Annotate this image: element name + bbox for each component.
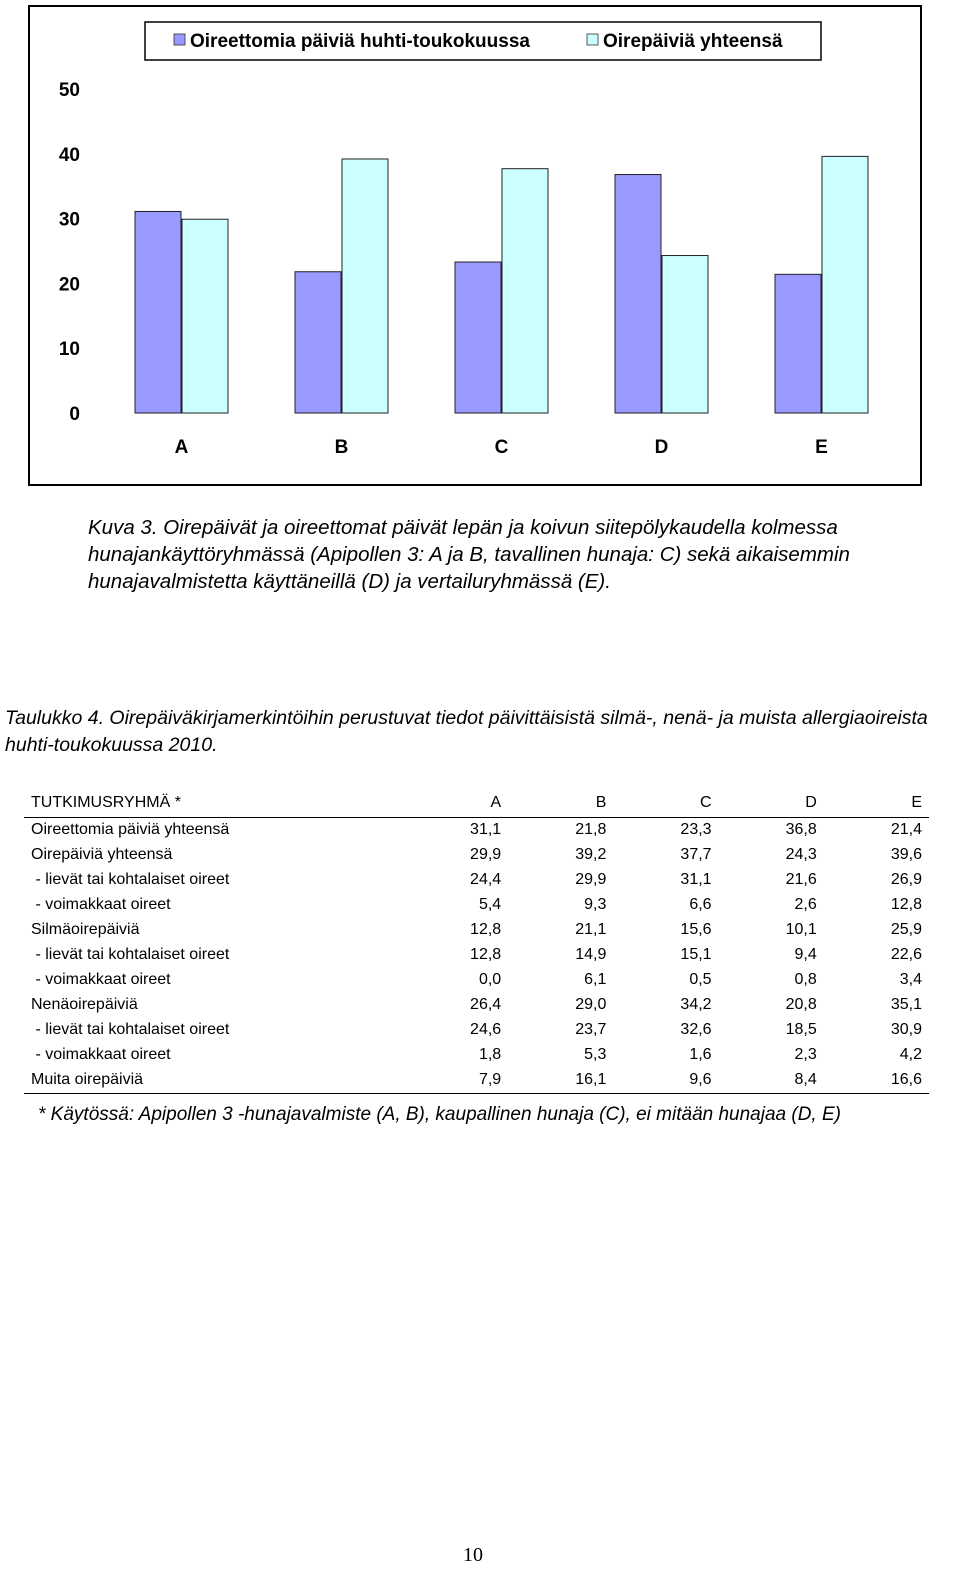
table-cell: 9,4 xyxy=(794,946,817,963)
x-tick-label: D xyxy=(654,437,669,458)
row-label: - voimakkaat oireet xyxy=(31,1046,171,1063)
header-cell: B xyxy=(508,790,613,817)
table-row xyxy=(24,868,929,893)
y-tick-label: 40 xyxy=(58,144,80,166)
table-cell: 29,9 xyxy=(575,871,607,888)
table-cell: 23,3 xyxy=(680,821,712,838)
table-cell: 14,9 xyxy=(575,946,607,963)
table-cell: 39,6 xyxy=(890,846,922,863)
table-cell: 37,7 xyxy=(680,846,712,863)
table-cell: 21,6 xyxy=(785,871,817,888)
table-cell: 30,9 xyxy=(890,1021,922,1038)
table-cell: 12,8 xyxy=(890,896,922,913)
table-cell: 20,8 xyxy=(785,996,817,1013)
table-cell: 36,8 xyxy=(785,821,817,838)
bar-series-2-C xyxy=(502,169,548,413)
legend-swatch-series-1 xyxy=(174,34,185,45)
bar-chart xyxy=(28,5,922,486)
table-cell: 29,0 xyxy=(575,996,607,1013)
table-cell: 10,1 xyxy=(785,921,817,938)
table-footnote: * Käytössä: Apipollen 3 -hunajavalmiste (A, B), kaupallinen hunaja (C), ei mitään hunajaa (D, E) xyxy=(38,1104,841,1125)
table-cell: 24,4 xyxy=(470,871,502,888)
bar-series-2-A xyxy=(182,219,228,413)
table-header-row xyxy=(24,790,929,817)
bar-series-1-D xyxy=(615,175,661,413)
table-cell: 31,1 xyxy=(470,821,502,838)
legend-swatch-series-2 xyxy=(587,34,598,45)
table-cell: 2,6 xyxy=(794,896,817,913)
table-cell: 0,5 xyxy=(689,971,712,988)
table-cell: 24,6 xyxy=(470,1021,502,1038)
chart-canvas xyxy=(30,7,920,484)
y-tick-label: 0 xyxy=(69,404,80,425)
row-label: - lievät tai kohtalaiset oireet xyxy=(31,946,230,963)
row-label: Muita oirepäiviä xyxy=(24,1068,403,1094)
table-row xyxy=(24,1068,929,1094)
legend-label-series-2: Oirepäiviä yhteensä xyxy=(603,31,783,52)
table-row xyxy=(24,943,929,968)
table-cell: 9,3 xyxy=(584,896,607,913)
bar-series-2-D xyxy=(662,256,708,413)
table-cell: 15,6 xyxy=(680,921,712,938)
table-cell: 31,1 xyxy=(680,871,712,888)
header-cell: TUTKIMUSRYHMÄ * xyxy=(24,790,403,817)
table-cell: 5,4 xyxy=(478,896,502,913)
row-label: Oireettomia päiviä yhteensä xyxy=(31,821,230,838)
table-cell: 39,2 xyxy=(575,846,607,863)
table-row xyxy=(24,893,929,918)
table-cell: 22,6 xyxy=(890,946,922,963)
row-label: - voimakkaat oireet xyxy=(31,896,171,913)
table-cell: 26,4 xyxy=(470,996,502,1013)
table-cell: 5,3 xyxy=(584,1046,607,1063)
table-row xyxy=(24,843,929,868)
table-title: Taulukko 4. Oirepäiväkirjamerkintöihin perustuvat tiedot päivittäisistä silmä-, nenä- ja muista allergiaoireista huhti-toukokuussa 2010. xyxy=(5,707,928,756)
table-row xyxy=(24,1018,929,1043)
table-cell: 18,5 xyxy=(785,1021,817,1038)
table-row xyxy=(24,968,929,993)
legend-label-series-1: Oireettomia päiviä huhti-toukokuussa xyxy=(190,31,530,52)
table-cell: 15,1 xyxy=(680,946,712,963)
table-cell: 26,9 xyxy=(890,871,922,888)
table-cell: 23,7 xyxy=(575,1021,607,1038)
header-cell: D xyxy=(719,790,824,817)
x-tick-label: E xyxy=(815,437,828,458)
table-cell: 0,0 xyxy=(478,971,502,988)
table-cell: 6,1 xyxy=(584,971,607,988)
page-number: 10 xyxy=(463,1544,483,1566)
table-cell: 6,6 xyxy=(689,896,712,913)
table-cell: 2,3 xyxy=(794,1046,817,1063)
table-cell: 1,8 xyxy=(478,1046,502,1063)
table-cell: 25,9 xyxy=(890,921,922,938)
table-cell: 8,4 xyxy=(719,1068,824,1094)
table-cell: 16,6 xyxy=(824,1068,929,1094)
bar-series-1-B xyxy=(295,272,341,413)
x-tick-label: C xyxy=(494,437,509,458)
table-body xyxy=(24,817,929,1093)
bar-series-1-A xyxy=(135,211,181,413)
row-label: Oirepäiviä yhteensä xyxy=(31,846,173,863)
row-label: - lievät tai kohtalaiset oireet xyxy=(31,1021,230,1038)
bar-series-1-C xyxy=(455,262,501,413)
row-label: Nenäoirepäiviä xyxy=(31,996,138,1013)
table-cell: 21,1 xyxy=(575,921,607,938)
table-row xyxy=(24,993,929,1018)
table-row xyxy=(24,1043,929,1068)
table-cell: 16,1 xyxy=(508,1068,613,1094)
bar-series-1-E xyxy=(775,274,821,413)
table-cell: 21,4 xyxy=(890,821,922,838)
table-cell: 1,6 xyxy=(689,1046,712,1063)
table-cell: 24,3 xyxy=(785,846,817,863)
table-cell: 21,8 xyxy=(575,821,607,838)
table-cell: 3,4 xyxy=(899,971,922,988)
figure-caption: Kuva 3. Oirepäivät ja oireettomat päivät lepän ja koivun siitepölykaudella kolmessa hunajankäyttöryhmässä (Apipollen 3: A ja B, tavallinen hunaja: C) sekä aikaisemmin hunajavalmistetta käyttäneillä (D) ja vertailuryhmässä (E). xyxy=(88,516,850,593)
y-tick-label: 20 xyxy=(58,274,80,296)
table-cell: 9,6 xyxy=(613,1068,718,1094)
data-table xyxy=(24,790,929,1094)
row-label: - lievät tai kohtalaiset oireet xyxy=(31,871,230,888)
row-label: Silmäoirepäiviä xyxy=(31,921,140,938)
plot-area xyxy=(59,80,868,458)
header-cell: A xyxy=(403,790,508,817)
table-cell: 0,8 xyxy=(794,971,817,988)
y-tick-label: 10 xyxy=(58,339,80,361)
y-tick-label: 50 xyxy=(58,80,80,101)
table-row xyxy=(24,817,929,843)
table-cell: 32,6 xyxy=(680,1021,712,1038)
row-label: - voimakkaat oireet xyxy=(31,971,171,988)
table-cell: 7,9 xyxy=(403,1068,508,1094)
header-cell: C xyxy=(613,790,718,817)
x-tick-label: A xyxy=(174,437,189,458)
table-cell: 12,8 xyxy=(470,921,502,938)
y-tick-label: 30 xyxy=(58,209,80,231)
table-cell: 4,2 xyxy=(899,1046,922,1063)
table-cell: 29,9 xyxy=(470,846,502,863)
bar-series-2-E xyxy=(822,156,868,413)
table-cell: 35,1 xyxy=(890,996,922,1013)
table-cell: 12,8 xyxy=(470,946,502,963)
header-cell: E xyxy=(824,790,929,817)
bar-series-2-B xyxy=(342,159,388,413)
x-tick-label: B xyxy=(334,437,349,458)
table-cell: 34,2 xyxy=(680,996,712,1013)
table-row xyxy=(24,918,929,943)
